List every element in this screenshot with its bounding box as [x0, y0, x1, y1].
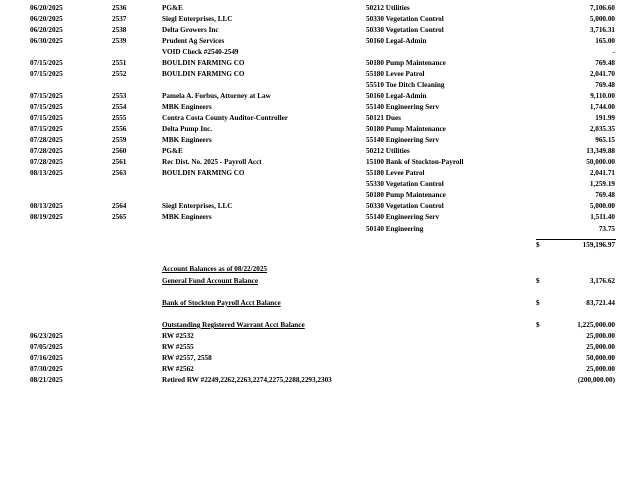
amount-cell: 25,000.00 — [586, 343, 615, 351]
account-cell: 15100 Bank of Stockton-Payroll — [366, 158, 464, 166]
amount-cell: 769.48 — [595, 59, 615, 67]
date-cell: 08/13/2025 — [30, 169, 63, 177]
table-row — [0, 36, 640, 46]
table-row — [0, 168, 640, 178]
account-cell: 50330 Vegetation Control — [366, 202, 444, 210]
amount-cell: 769.48 — [595, 191, 615, 199]
amount-cell: 2,035.35 — [589, 125, 615, 133]
date-cell: 08/19/2025 — [30, 213, 63, 221]
amount-cell: 5,000.00 — [589, 15, 615, 23]
account-cell: 50212 Utilities — [366, 4, 410, 12]
check-number-cell: 2560 — [112, 147, 127, 155]
amount-cell: 165.00 — [595, 37, 615, 45]
table-row — [0, 364, 640, 374]
check-number-cell: 2553 — [112, 92, 127, 100]
check-number-cell: 2564 — [112, 202, 127, 210]
amount-cell: 1,511.40 — [590, 213, 615, 221]
amount-cell: 13,349.88 — [586, 147, 615, 155]
date-cell: 06/30/2025 — [30, 37, 63, 45]
table-row — [0, 146, 640, 156]
balance-label: Bank of Stockton Payroll Acct Balance — [162, 299, 281, 307]
table-row — [0, 331, 640, 341]
warrant-desc-cell: RW #2557, 2558 — [162, 354, 212, 362]
amount-cell: 73.75 — [598, 225, 615, 233]
payee-cell: Delta Growers Inc — [162, 26, 219, 34]
account-cell: 50180 Pump Maintenance — [366, 191, 446, 199]
date-cell: 06/20/2025 — [30, 26, 63, 34]
account-cell: 55330 Vegetation Control — [366, 180, 444, 188]
table-row — [0, 179, 640, 189]
warrant-desc-cell: RW #2555 — [162, 343, 194, 351]
balance-amount: 1,225,000.00 — [577, 321, 615, 329]
date-cell: 08/21/2025 — [30, 376, 63, 384]
balance-label: General Fund Account Balance — [162, 277, 259, 285]
table-row — [0, 47, 640, 57]
amount-cell: 3,716.31 — [589, 26, 615, 34]
table-row — [0, 375, 640, 385]
balances-heading: Account Balances as of 08/22/2025 — [162, 265, 268, 273]
payee-cell: Siegl Enterprises, LLC — [162, 202, 233, 210]
account-cell: 50140 Engineering — [366, 225, 424, 233]
date-cell: 07/05/2025 — [30, 343, 63, 351]
date-cell: 07/28/2025 — [30, 147, 63, 155]
account-cell: 50212 Utilities — [366, 147, 410, 155]
account-cell: 50180 Pump Maintenance — [366, 59, 446, 67]
payee-cell: MBK Engineers — [162, 103, 212, 111]
table-row — [0, 224, 640, 234]
payee-cell: VOID Check #2540-2549 — [162, 48, 239, 56]
warrant-desc-cell: Retired RW #2249,2262,2263,2274,2275,2288,2293,2303 — [162, 376, 332, 384]
account-cell: 55510 Toe Ditch Cleaning — [366, 81, 445, 89]
table-row — [0, 69, 640, 79]
amount-cell: 50,000.00 — [586, 158, 615, 166]
table-row — [0, 135, 640, 145]
date-cell: 06/20/2025 — [30, 15, 63, 23]
amount-cell: 191.99 — [595, 114, 615, 122]
table-row — [0, 212, 640, 222]
check-number-cell: 2565 — [112, 213, 127, 221]
payee-cell: Siegl Enterprises, LLC — [162, 15, 233, 23]
payee-cell: Rec Dist. No. 2025 - Payroll Acct — [162, 158, 262, 166]
date-cell: 07/15/2025 — [30, 59, 63, 67]
payee-cell: Contra Costa County Auditor-Controller — [162, 114, 288, 122]
payee-cell: Prudent Ag Services — [162, 37, 225, 45]
table-row — [0, 190, 640, 200]
date-cell: 07/15/2025 — [30, 70, 63, 78]
table-row — [0, 157, 640, 167]
amount-cell: 25,000.00 — [586, 332, 615, 340]
account-cell: 50160 Legal-Admin — [366, 92, 427, 100]
payee-cell: PG&E — [162, 4, 183, 12]
balances-heading-row — [0, 264, 640, 274]
check-number-cell: 2539 — [112, 37, 127, 45]
account-cell: 50180 Pump Maintenance — [366, 125, 446, 133]
date-cell: 08/13/2025 — [30, 202, 63, 210]
table-row — [0, 80, 640, 90]
date-cell: 07/28/2025 — [30, 136, 63, 144]
balance-row-payroll — [0, 298, 640, 308]
payee-cell: MBK Engineers — [162, 136, 212, 144]
amount-cell: 1,259.19 — [589, 180, 615, 188]
table-row — [0, 201, 640, 211]
check-number-cell: 2551 — [112, 59, 127, 67]
date-cell: 07/30/2025 — [30, 365, 63, 373]
check-number-cell: 2563 — [112, 169, 127, 177]
amount-cell: 50,000.00 — [586, 354, 615, 362]
balance-amount: 3,176.62 — [589, 277, 615, 285]
balance-label: Outstanding Registered Warrant Acct Balance — [162, 321, 305, 329]
table-row — [0, 3, 640, 13]
payee-cell: PG&E — [162, 147, 183, 155]
account-cell: 50121 Dues — [366, 114, 401, 122]
table-row — [0, 25, 640, 35]
balance-dollar: $ — [536, 321, 540, 329]
amount-cell: 2,041.70 — [589, 70, 615, 78]
date-cell: 07/15/2025 — [30, 92, 63, 100]
check-number-cell: 2555 — [112, 114, 127, 122]
amount-cell: (200,000.00) — [577, 376, 615, 384]
check-number-cell: 2561 — [112, 158, 127, 166]
amount-cell: 25,000.00 — [586, 365, 615, 373]
account-cell: 50330 Vegetation Control — [366, 26, 444, 34]
balance-row-general — [0, 276, 640, 286]
balance-dollar: $ — [536, 277, 540, 285]
amount-cell: 965.15 — [595, 136, 615, 144]
balance-row-warrant — [0, 320, 640, 330]
total-row — [0, 240, 640, 250]
check-number-cell: 2537 — [112, 15, 127, 23]
account-cell: 50330 Vegetation Control — [366, 15, 444, 23]
date-cell: 07/15/2025 — [30, 125, 63, 133]
payee-cell: Pamela A. Forbus, Attorney at Law — [162, 92, 271, 100]
table-row — [0, 91, 640, 101]
amount-cell: 769.48 — [595, 81, 615, 89]
date-cell: 07/15/2025 — [30, 103, 63, 111]
account-cell: 50160 Legal-Admin — [366, 37, 427, 45]
balance-dollar: $ — [536, 299, 540, 307]
balance-amount: 83,721.44 — [586, 299, 615, 307]
check-number-cell: 2556 — [112, 125, 127, 133]
check-number-cell: 2559 — [112, 136, 127, 144]
check-number-cell: 2554 — [112, 103, 127, 111]
table-row — [0, 342, 640, 352]
table-row — [0, 353, 640, 363]
table-row — [0, 113, 640, 123]
date-cell: 06/23/2025 — [30, 332, 63, 340]
amount-cell: 7,106.60 — [589, 4, 615, 12]
account-cell: 55180 Levee Patrol — [366, 169, 425, 177]
account-cell: 55140 Engineering Serv — [366, 213, 440, 221]
account-cell: 55140 Engineering Serv — [366, 103, 440, 111]
warrant-desc-cell: RW #2532 — [162, 332, 194, 340]
table-row — [0, 124, 640, 134]
check-number-cell: 2552 — [112, 70, 127, 78]
account-cell: 55140 Engineering Serv — [366, 136, 440, 144]
table-row — [0, 14, 640, 24]
payee-cell: MBK Engineers — [162, 213, 212, 221]
total-amount: 159,196.97 — [582, 241, 615, 249]
amount-cell: 2,041.71 — [589, 169, 615, 177]
check-number-cell: 2538 — [112, 26, 127, 34]
payee-cell: BOULDIN FARMING CO — [162, 169, 245, 177]
account-cell: 55180 Levee Patrol — [366, 70, 425, 78]
amount-cell: 9,110.00 — [590, 92, 615, 100]
check-number-cell: 2536 — [112, 4, 127, 12]
table-row — [0, 58, 640, 68]
payee-cell: BOULDIN FARMING CO — [162, 70, 245, 78]
date-cell: 07/16/2025 — [30, 354, 63, 362]
total-dollar: $ — [536, 241, 540, 249]
date-cell: 07/28/2025 — [30, 158, 63, 166]
date-cell: 07/15/2025 — [30, 114, 63, 122]
amount-cell: - — [612, 48, 615, 56]
payee-cell: BOULDIN FARMING CO — [162, 59, 245, 67]
warrant-desc-cell: RW #2562 — [162, 365, 194, 373]
payee-cell: Delta Pump Inc. — [162, 125, 213, 133]
table-row — [0, 102, 640, 112]
date-cell: 06/20/2025 — [30, 4, 63, 12]
amount-cell: 5,000.00 — [589, 202, 615, 210]
amount-cell: 1,744.00 — [589, 103, 615, 111]
